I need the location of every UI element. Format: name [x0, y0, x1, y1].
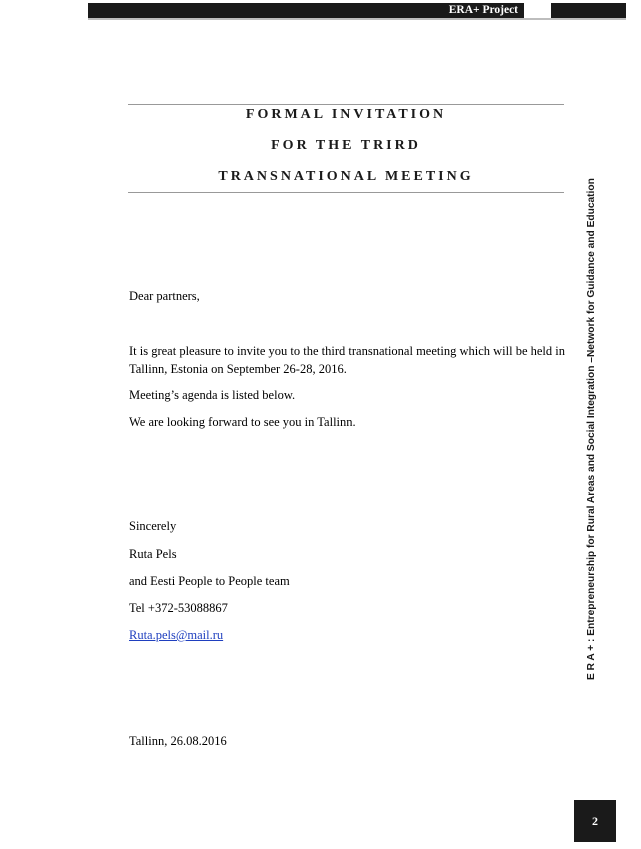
- title-line-2: FOR THE TRIRD: [271, 138, 421, 153]
- page-number: 2: [592, 813, 598, 828]
- title-rule-bottom: [128, 192, 564, 193]
- signer-name: Ruta Pels: [129, 547, 177, 561]
- header-shadow: [88, 18, 626, 20]
- title-line-1: FORMAL INVITATION: [245, 107, 447, 122]
- page-number-badge: [574, 800, 616, 842]
- salutation: Dear partners,: [129, 289, 200, 303]
- body-paragraph-agenda: Meeting’s agenda is listed below.: [129, 388, 296, 402]
- sidebar-project-title: E R A + : Entrepreneurship for Rural Areas and Social Integration –Network for Guidance and Education: [586, 178, 597, 680]
- body-paragraph-closing: We are looking forward to see you in Tallinn.: [129, 415, 356, 429]
- project-label: ERA+ Project: [448, 4, 518, 16]
- header-bar: [88, 3, 524, 18]
- body-paragraph-invitation: It is great pleasure to invite you to the third transnational meeting which will be held in Tallinn, Estonia on September 26-28, 2016.: [129, 344, 566, 376]
- email-link[interactable]: Ruta.pels@mail.ru: [129, 628, 224, 642]
- title-line-3: TRANSNATIONAL MEETING: [218, 169, 474, 184]
- closing-sincerely: Sincerely: [129, 519, 177, 533]
- place-date: Tallinn, 26.08.2016: [129, 734, 227, 748]
- title-rule-top: [128, 104, 564, 105]
- phone-number: Tel +372-53088867: [129, 601, 228, 615]
- header-bar-end: [551, 3, 626, 18]
- signer-team: and Eesti People to People team: [129, 574, 290, 588]
